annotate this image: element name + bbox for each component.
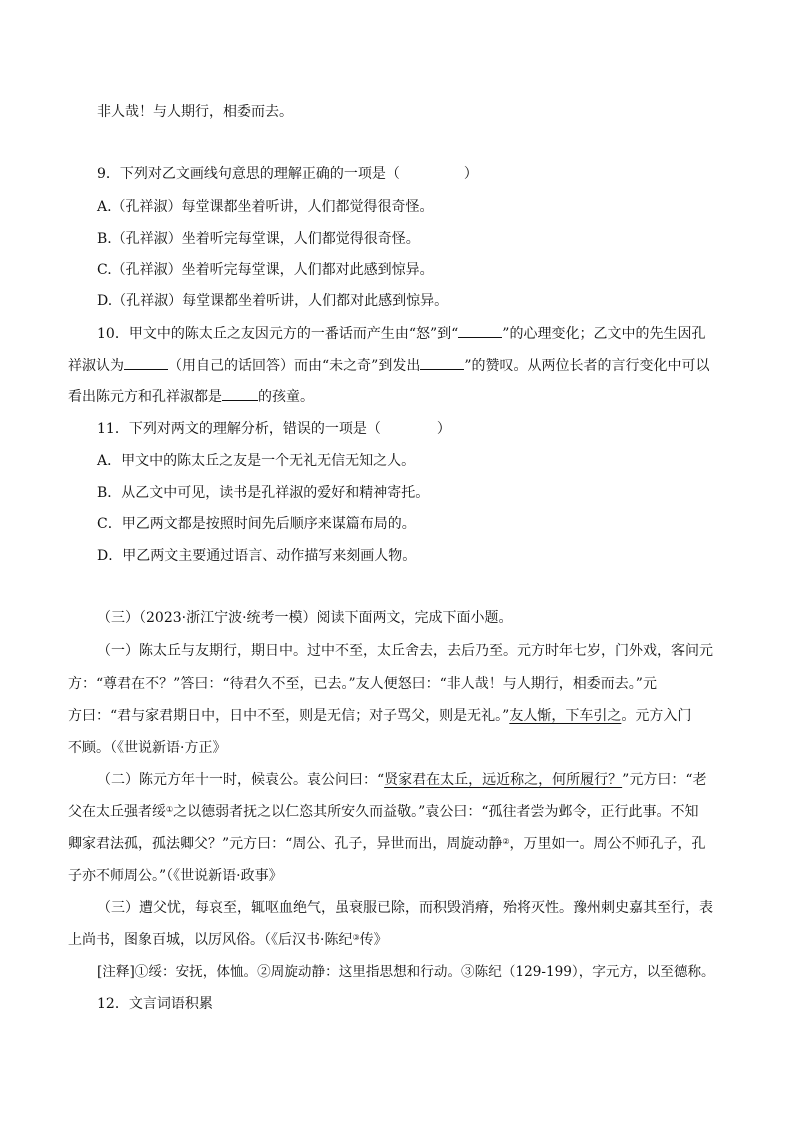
passage-1-l3-text-a: 方曰：“君与家君期日中，日中不至，则是无信；对子骂父，则是无礼。” bbox=[68, 708, 510, 724]
q9-option-d: D.（孔祥淑）每堂课都坐着听讲，人们都对此感到惊异。 bbox=[97, 293, 449, 309]
passage-2-l1-text-a: （二）陈元方年十一时，候袁公。袁公问曰：“ bbox=[97, 772, 385, 788]
passage-1-line-2: 方：“尊君在不？”答曰：“待君久不至，已去。”友人便怒曰：“非人哉！与人期行，相委而去。”元 bbox=[68, 676, 657, 692]
passage-3-l2-text-b: 传》 bbox=[359, 932, 388, 948]
q11-option-c: C．甲乙两文都是按照时间先后顺序来谋篇布局的。 bbox=[97, 516, 416, 532]
q12-heading: 12．文言词语积累 bbox=[97, 996, 213, 1012]
passage-3-l2-text-a: 上尚书，图象百城，以厉风俗。（《后汉书·陈纪 bbox=[68, 932, 353, 948]
footnote-ref-1: ① bbox=[166, 805, 174, 814]
passage-1-line-3 bbox=[68, 708, 691, 724]
q9-option-c: C.（孔祥淑）坐着听完每堂课，人们都对此感到惊异。 bbox=[97, 262, 434, 278]
section-3-heading bbox=[97, 610, 513, 626]
q9-stem-text: 9．下列对乙文画线句意思的理解正确的一项是（ bbox=[97, 166, 400, 182]
passage-2-line-3 bbox=[68, 836, 706, 852]
passage-2-line-4: 子亦不师周公。”（《世说新语·政事》 bbox=[68, 868, 283, 884]
passage-2-l3-text-b: ，万里如一。周公不师孔子，孔 bbox=[509, 836, 706, 852]
q10-line-3 bbox=[68, 388, 314, 405]
passage-2-l2-text-a: 父在太丘强者绥 bbox=[68, 804, 166, 820]
q10-line-2 bbox=[68, 357, 709, 374]
q10-l2-text-a: 祥淑认为 bbox=[68, 358, 124, 374]
q10-line-1 bbox=[97, 325, 705, 342]
q9-stem bbox=[97, 166, 478, 182]
passage-2-l1-text-b: ”元方曰：“老 bbox=[622, 772, 707, 788]
q9-option-a: A.（孔祥淑）每堂课都坐着听讲，人们都觉得很奇怪。 bbox=[97, 199, 434, 215]
q11-stem bbox=[97, 421, 451, 437]
q10-l1-text-a: 10．甲文中的陈太丘之友因元方的一番话而产生由“怒”到“ bbox=[97, 326, 459, 342]
passage-3-line-2 bbox=[68, 932, 388, 948]
footnote-ref-3: ③ bbox=[352, 933, 360, 942]
top-line: 非人哉！与人期行，相委而去。 bbox=[97, 104, 293, 120]
q10-l3-text-a: 看出陈元方和孔祥淑都是 bbox=[68, 389, 222, 405]
footnote-ref-2: ② bbox=[502, 837, 510, 846]
section-3-instruction: 阅读下面两文，完成下面小题。 bbox=[316, 610, 513, 626]
q11-stem-text: 11．下列对两文的理解分析，错误的一项是（ bbox=[97, 421, 381, 437]
q9-option-b: B.（孔祥淑）坐着听完每堂课，人们都觉得很奇怪。 bbox=[97, 231, 420, 247]
q11-option-b: B．从乙文中可见，读书是孔祥淑的爱好和精神寄托。 bbox=[97, 485, 430, 501]
section-3-source: （三）（2023·浙江宁波·统考一模） bbox=[97, 610, 317, 626]
q10-l2-text-b: （用自己的话回答）而由“未之奇”到发出 bbox=[168, 358, 421, 374]
q10-l1-text-b: ”的心理变化；乙文中的先生因孔 bbox=[502, 326, 706, 342]
passage-2-l2-text-b: 之以德弱者抚之以仁恣其所安久而益敬。”袁公曰：“孤往者尝为邺令，正行此事。不知 bbox=[173, 804, 699, 820]
q10-l2-text-c: ”的赞叹。从两位长者的言行变化中可以 bbox=[464, 358, 710, 374]
passage-2-line-2 bbox=[68, 804, 698, 820]
underlined-sentence-1: 友人惭，下车引之 bbox=[509, 708, 622, 724]
passage-1-line-1: （一）陈太丘与友期行，期日中。过中不至，太丘舍去，去后乃至。元方时年七岁，门外戏，客问元 bbox=[97, 643, 713, 659]
q10-blank-1[interactable] bbox=[458, 325, 502, 338]
annotation-note: [注释]①绥：安抚，体恤。②周旋动静：这里指思想和行动。③陈纪（129-199），字元方，以至德称。 bbox=[97, 964, 715, 980]
q10-l3-text-b: 的孩童。 bbox=[258, 389, 314, 405]
q10-blank-2[interactable] bbox=[124, 357, 168, 370]
q10-blank-4[interactable] bbox=[222, 388, 258, 401]
q11-option-a: A．甲文中的陈太丘之友是一个无礼无信无知之人。 bbox=[97, 453, 416, 469]
passage-1-line-4: 不顾。（《世说新语·方正》 bbox=[68, 740, 227, 756]
q9-stem-close: ） bbox=[463, 166, 478, 182]
q11-option-d: D．甲乙两文主要通过语言、动作描写来刻画人物。 bbox=[97, 548, 417, 564]
passage-3-line-1: （三）遭父忧，每哀至，辄呕血绝气，虽衰服已除，而积毁消瘠，殆将灭性。豫州刺史嘉其至行，表 bbox=[97, 900, 713, 916]
q11-stem-close: ） bbox=[436, 421, 451, 437]
underlined-sentence-2: 贤家君在太丘，远近称之，何所履行？ bbox=[384, 772, 623, 788]
passage-1-l3-text-b: 。元方入门 bbox=[621, 708, 692, 724]
passage-2-l3-text-a: 卿家君法孤，孤法卿父？”元方曰：“周公、孔子，异世而出，周旋动静 bbox=[68, 836, 503, 852]
q10-blank-3[interactable] bbox=[420, 357, 464, 370]
passage-2-line-1 bbox=[97, 772, 706, 788]
